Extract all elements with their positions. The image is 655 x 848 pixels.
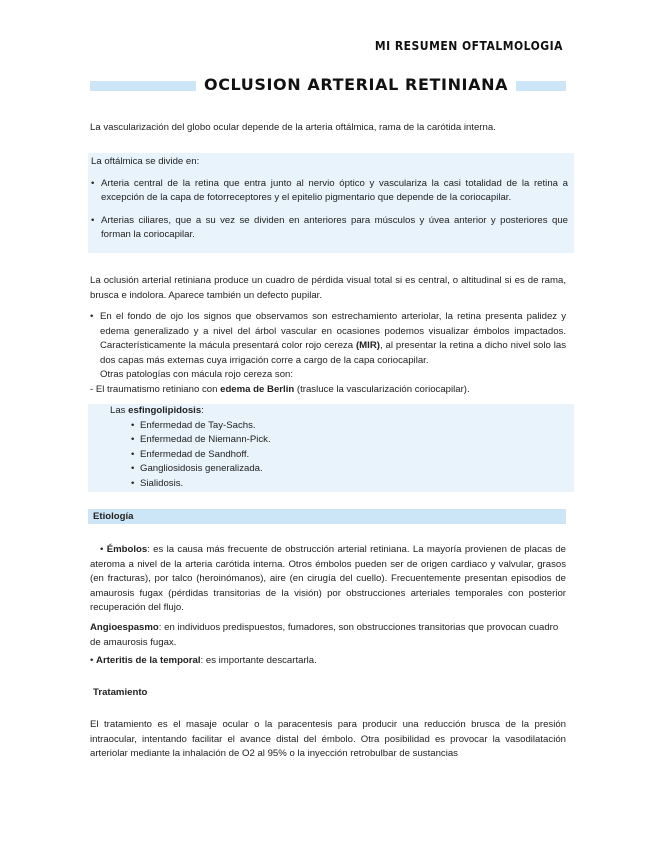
list-item: • Arterias ciliares, que a su vez se dividen en anteriores para músculos y úvea anterior y posteriores que forman la coriocapilar. [91, 214, 568, 243]
etiology-heading: Etiología [88, 509, 566, 524]
other-pathologies: Otras patologías con mácula rojo cereza son: [100, 369, 294, 381]
list-item: • Enfermedad de Tay-Sachs. [131, 419, 574, 434]
spasm-term: Angioespasmo [90, 622, 159, 633]
arteritis-term: Arteritis de la temporal [96, 655, 201, 666]
intro-paragraph: La vascularización del globo ocular depende de la arteria oftálmica, rama de la carótida interna. [90, 122, 496, 133]
occlusion-paragraph: La oclusión arterial retiniana produce un cuadro de pérdida visual total si es central, o altitudinal si es de rama, brusca e indolora. Aparece también un defecto pupilar. [90, 275, 566, 301]
mir-tag: (MIR) [355, 340, 380, 352]
trauma-line: - El traumatismo retiniano con edema de Berlin (trasluce la vascularización coriocapilar). [90, 383, 470, 395]
fundus-text-a: En el fondo de ojo los signos que observamos son estrechamiento arteriolar, la retina presenta palidez y edema generalizado y a nivel del árbol vascular en ocasiones podemos visualizar émbolos impactados. Característicamente la mácula presentará color rojo cereza [100, 311, 566, 352]
list-item: • Sialidosis. [131, 477, 574, 492]
list-item: • Enfermedad de Sandhoff. [131, 448, 574, 463]
sphingolipidosis-box [88, 404, 574, 492]
ophthalmic-box [88, 153, 574, 253]
sphingo-list [110, 419, 574, 492]
list-item: • Enfermedad de Niemann-Pick. [131, 433, 574, 448]
treatment-paragraph: El tratamiento es el masaje ocular o la paracentesis para producir una reducción brusca de la presión intraocular, intentando facilitar el avance distal del émbolo. Otra posibilidad es provocar la vasodilatación arteriolar mediante la inhalación de O2 al 95% o la inyección retrobulbar de sustancias [90, 719, 566, 760]
page-title: OCLUSION ARTERIAL RETINIANA [196, 75, 516, 95]
list-item: • Gangliosidosis generalizada. [131, 462, 574, 477]
spasm-paragraph: Angioespasmo: en individuos predispuestos, fumadores, son obstrucciones transitorias que provocan cuadro de amaurosis fugax. [90, 622, 559, 648]
berlin-term: edema de Berlin [220, 383, 295, 395]
emboli-paragraph: • Émbolos: es la causa más frecuente de obstrucción arterial retiniana. La mayoría provienen de placas de ateroma a nivel de la arteria carótida interna. Otros émbolos pueden ser de origen cardiaco y valvular, grasos (en fracturas), por talco (heroinómanos), aire (en cirugía del cuello). Frecuentemente presentan episodios de amaurosis fugax (pérdidas transitorias de la visión) por obstrucciones arteriales temporales con posterior recuperación del flujo. [90, 544, 566, 614]
list-item [90, 310, 566, 368]
emboli-term: Émbolos [106, 544, 148, 555]
running-header: MI RESUMEN OFTALMOLOGIA [374, 39, 563, 53]
ophthalmic-lead: La oftálmica se divide en: [91, 156, 200, 167]
arteritis-item: • Arteritis de la temporal: es importante descartarla. [90, 655, 317, 666]
treatment-heading: Tratamiento [93, 687, 148, 698]
fundus-paragraph [90, 310, 566, 398]
fundus-text-b: , al presentar la retina a dicho nivel solo las dos capas más externas cuya irrigación corre a cargo de la capa coriocapilar. [100, 340, 567, 366]
sphingo-lead: Las esfingolipidosis: [110, 405, 204, 416]
list-item: • Arteria central de la retina que entra junto al nervio óptico y vasculariza la casi totalidad de la retina a excepción de la capa de fotorreceptores y el epitelio pigmentario que depende de la coriocapilar. [91, 177, 568, 206]
